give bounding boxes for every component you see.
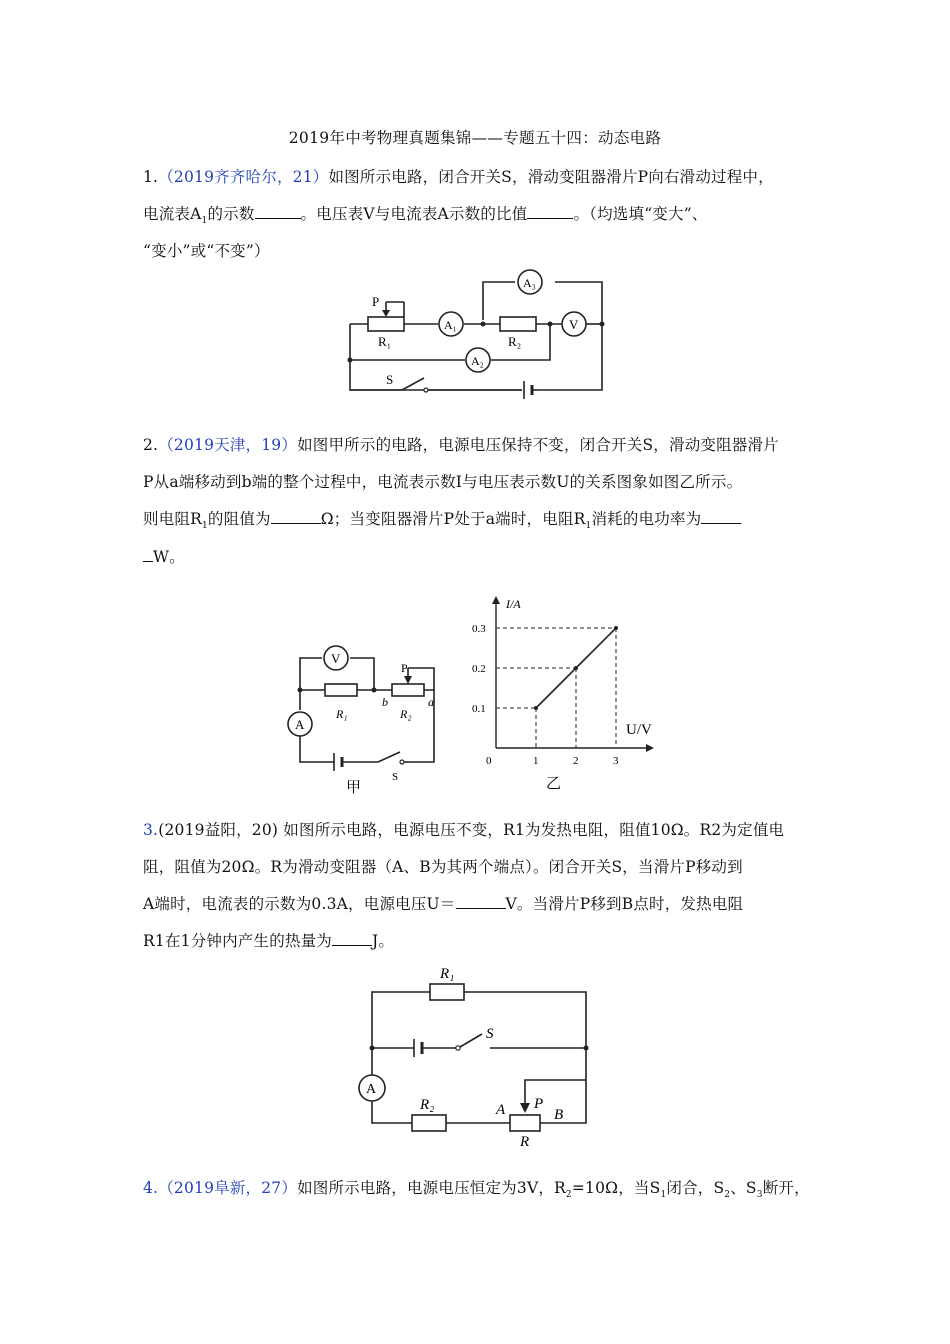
q3-line-2: 阻，阻值为20Ω。R为滑动变阻器（A、B为其两个端点）。闭合开关S，当滑片P移动到 <box>143 858 743 876</box>
q3-line-4: R1在1分钟内产生的热量为 J。 <box>143 932 395 950</box>
q1-blank-2[interactable] <box>527 204 573 219</box>
svg-text:P: P <box>534 1096 544 1112</box>
q3-slider-arrow <box>520 1103 530 1113</box>
q3-number: 3. <box>143 821 159 839</box>
q3-r1-resistor <box>430 984 464 1000</box>
x-tick-label: 3 <box>613 755 619 767</box>
q1-label-s: S <box>386 372 394 387</box>
svg-text:P: P <box>401 661 408 675</box>
svg-text:A₃: A₃ <box>523 276 536 290</box>
x-axis-arrow <box>646 744 654 752</box>
q1-r2-resistor <box>500 317 536 331</box>
q1-circuit-figure <box>340 262 610 402</box>
svg-text:A: A <box>295 717 305 732</box>
q3-r2-resistor <box>412 1115 446 1131</box>
q3-line-1: 3.(2019益阳，20) 如图所示电路，电源电压不变，R1为发热电阻，阻值10Ω。R2为定值电 <box>143 821 785 839</box>
q1-text-1: 如图所示电路，闭合开关S，滑动变阻器滑片P向右滑动过程中， <box>328 168 774 186</box>
svg-text:V: V <box>569 317 579 332</box>
q1-r1-resistor <box>368 317 404 331</box>
q2-blank-2[interactable] <box>701 509 741 524</box>
x-tick-label: 2 <box>573 755 579 767</box>
y-axis-arrow <box>492 596 500 604</box>
x-tick-label: 0 <box>486 755 492 767</box>
q1-slider-arrow <box>382 310 390 317</box>
page-title: 2019年中考物理真题集锦——专题五十四：动态电路 <box>288 129 662 147</box>
q2-line-4: W。 <box>143 545 185 567</box>
q1-line-1 <box>143 165 774 187</box>
svg-text:S: S <box>486 1026 494 1042</box>
svg-text:V: V <box>331 651 341 666</box>
svg-text:R₁: R₁ <box>440 966 455 982</box>
q3-blank-1[interactable] <box>456 894 506 909</box>
q2-blank-2-cont <box>143 547 153 562</box>
svg-text:b: b <box>382 695 388 709</box>
q1-blank-1[interactable] <box>255 204 301 219</box>
svg-text:B: B <box>554 1107 564 1123</box>
y-tick-label: 0.2 <box>472 663 486 675</box>
q4-number: 4. <box>143 1179 159 1197</box>
svg-text:R₁: R₁ <box>336 707 348 721</box>
svg-text:S: S <box>392 771 399 783</box>
q2-switch-s <box>378 752 400 762</box>
svg-text:R₂: R₂ <box>420 1097 435 1113</box>
q2-r2-resistor <box>392 684 424 696</box>
q2-caption-jia: 甲 <box>346 780 362 796</box>
q1-label-p: P <box>372 294 380 309</box>
q1-line-2: 电流表$A_1$的示数 。电压表V与电流表A示数的比值 。（均选填“变大”、 <box>143 205 708 227</box>
q3-line-3: A端时，电流表的示数为0.3A，电源电压U＝ V。当滑片P移到B点时，发热电阻 <box>143 895 744 913</box>
x-axis-label: U/V <box>626 722 652 738</box>
q1-label-r2: R₂ <box>508 334 522 349</box>
q2-circuit-jia <box>282 640 442 800</box>
q4-line-1: 4.（2019阜新，27）如图所示电路，电源电压恒定为3V，$R_2=10\Omega$，当$S_1$闭合，$S_2$、$S_3$断开， <box>143 1179 810 1201</box>
q1-switch-s <box>402 378 424 390</box>
y-axis-label: I/A <box>506 597 521 611</box>
svg-text:A: A <box>496 1102 506 1118</box>
q2-iu-chart <box>470 592 680 802</box>
q2-r1-resistor <box>325 684 357 696</box>
svg-text:A₂: A₂ <box>471 354 484 368</box>
q2-source: （2019天津，19） <box>158 436 298 454</box>
q3-blank-2[interactable] <box>332 931 372 946</box>
q4-source: （2019阜新，27） <box>158 1179 298 1197</box>
q2-blank-1[interactable] <box>271 509 321 524</box>
svg-text:A₁: A₁ <box>444 318 457 332</box>
q3-circuit-figure <box>350 960 610 1155</box>
q2-number: 2. <box>143 436 159 454</box>
q1-number: 1. <box>143 168 159 186</box>
q2-line-3: 则电阻$R_1$的阻值为 Ω；当变阻器滑片P处于a端时，电阻$R_1$消耗的电功率为 <box>143 507 741 531</box>
y-tick-label: 0.1 <box>472 703 486 715</box>
svg-text:R₂: R₂ <box>400 707 412 721</box>
q1-line-3: “变小”或“不变”） <box>143 242 270 260</box>
svg-text:A: A <box>366 1082 377 1097</box>
x-tick-label: 1 <box>533 755 539 767</box>
q1-source: （2019齐齐哈尔，21） <box>158 168 329 186</box>
svg-text:a: a <box>428 695 434 709</box>
q2-line-2: P从a端移动到b端的整个过程中，电流表示数I与电压表示数U的关系图象如图乙所示。 <box>143 473 743 491</box>
q2-line-1: 2.（2019天津，19）如图甲所示的电路，电源电压保持不变，闭合开关S，滑动变阻器滑片 <box>143 436 779 454</box>
q3-switch-s <box>460 1034 482 1047</box>
svg-text:R: R <box>520 1134 530 1150</box>
q2-caption-yi: 乙 <box>546 776 562 792</box>
q1-label-r1: R₁ <box>378 334 392 349</box>
y-tick-label: 0.3 <box>472 623 486 635</box>
q3-rheostat-r <box>510 1115 540 1131</box>
